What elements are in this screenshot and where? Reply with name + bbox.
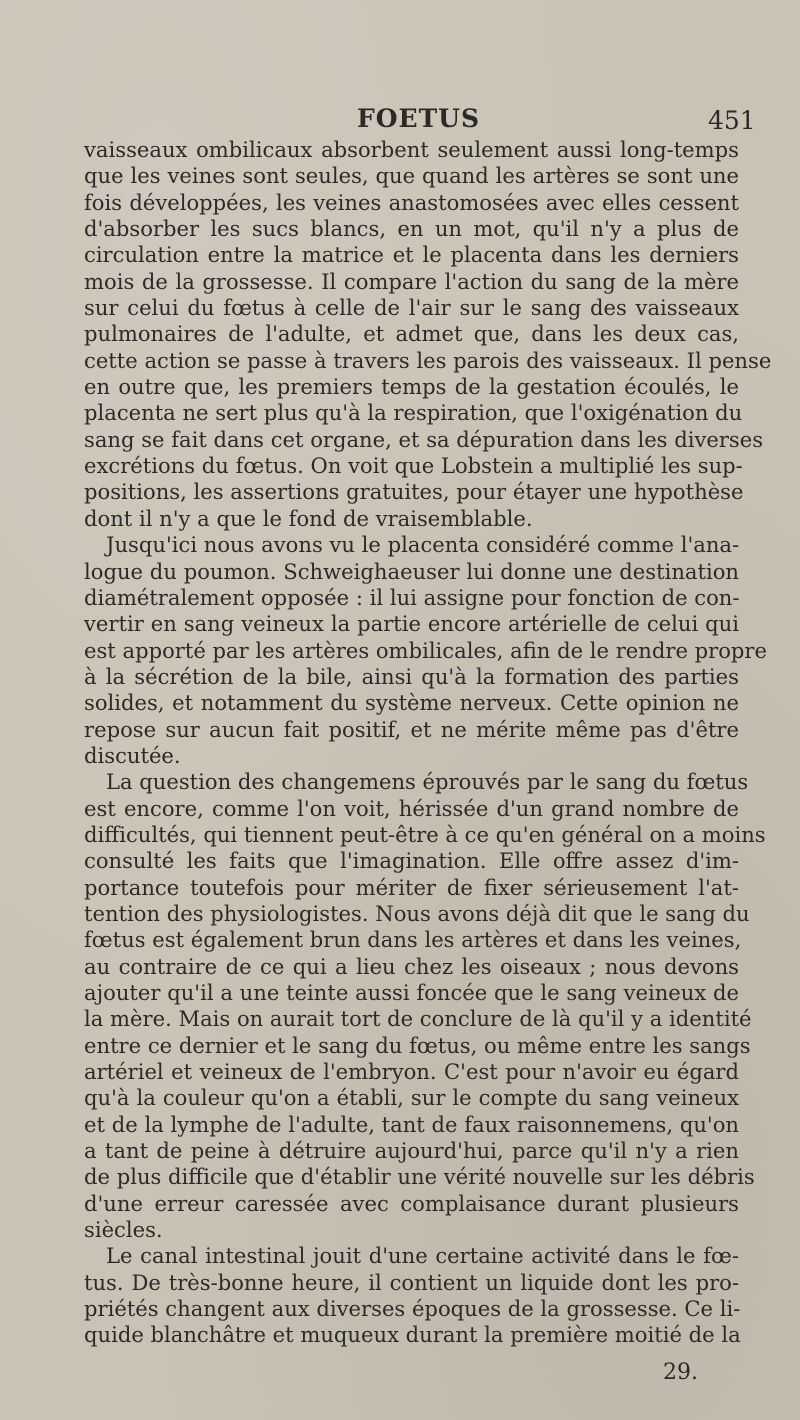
text-line: d'une erreur caressée avec complaisance durant plusieurs xyxy=(84,1190,739,1216)
paragraph xyxy=(84,532,768,769)
text-line: a tant de peine à détruire aujourd'hui, parce qu'il n'y a rien xyxy=(84,1138,739,1164)
paragraph xyxy=(84,1243,739,1348)
text-line: mois de la grossesse. Il compare l'action du sang de la mère xyxy=(84,268,739,294)
signature-mark: 29. xyxy=(663,1360,698,1385)
text-line: logue du poumon. Schweighaeuser lui donne une destination xyxy=(84,558,739,584)
text-line: tention des physiologistes. Nous avons déjà dit que le sang du xyxy=(84,900,750,926)
text-line: portance toutefois pour mériter de fixer sérieusement l'at- xyxy=(84,874,739,900)
text-line: est encore, comme l'on voit, hérissée d'un grand nombre de xyxy=(84,795,739,821)
text-line: excrétions du fœtus. On voit que Lobstein a multiplié les sup- xyxy=(84,453,743,479)
text-line: repose sur aucun fait positif, et ne mérite même pas d'être xyxy=(84,716,739,742)
paragraph xyxy=(84,137,772,532)
text-line: tus. De très-bonne heure, il contient un liquide dont les pro- xyxy=(84,1269,739,1295)
text-line: diamétralement opposée : il lui assigne pour fonction de con- xyxy=(84,584,740,610)
text-line: discutée. xyxy=(84,742,181,768)
text-line: sang se fait dans cet organe, et sa dépuration dans les diverses xyxy=(84,426,764,452)
text-line: et de la lymphe de l'adulte, tant de faux raisonnemens, qu'on xyxy=(84,1111,739,1137)
text-line: positions, les assertions gratuites, pour étayer une hypothèse xyxy=(84,479,744,505)
text-line: vertir en sang veineux la partie encore artérielle de celui qui xyxy=(84,611,739,637)
text-line: en outre que, les premiers temps de la gestation écoulés, le xyxy=(84,374,739,400)
text-line: Le canal intestinal jouit d'une certaine activité dans le fœ- xyxy=(106,1243,739,1269)
text-line: circulation entre la matrice et le placenta dans les derniers xyxy=(84,242,739,268)
body-text xyxy=(84,137,772,1349)
text-line: cette action se passe à travers les parois des vaisseaux. Il pense xyxy=(84,347,772,373)
text-line: consulté les faits que l'imagination. Elle offre assez d'im- xyxy=(84,848,739,874)
text-line: vaisseaux ombilicaux absorbent seulement aussi long-temps xyxy=(84,137,739,162)
page-number: 451 xyxy=(708,106,756,135)
text-line: priétés changent aux diverses époques de la grossesse. Ce li- xyxy=(84,1296,741,1322)
text-line: placenta ne sert plus qu'à la respiration, que l'oxigénation du xyxy=(84,400,743,426)
text-line: Jusqu'ici nous avons vu le placenta considéré comme l'ana- xyxy=(106,532,740,558)
text-line: entre ce dernier et le sang du fœtus, ou même entre les sangs xyxy=(84,1032,751,1058)
text-line: quide blanchâtre et muqueux durant la première moitié de la xyxy=(84,1322,741,1348)
text-line: fois développées, les veines anastomosées avec elles cessent xyxy=(84,189,739,215)
text-line: pulmonaires de l'adulte, et admet que, dans les deux cas, xyxy=(84,321,739,347)
text-line: que les veines sont seules, que quand les artères se sont une xyxy=(84,163,739,189)
text-line: ajouter qu'il a une teinte aussi foncée que le sang veineux de xyxy=(84,980,739,1005)
text-line: la mère. Mais on aurait tort de conclure de là qu'il y a identité xyxy=(84,1006,752,1032)
text-line: siècles. xyxy=(84,1217,163,1243)
text-line: dont il n'y a que le fond de vraisemblable. xyxy=(84,505,533,531)
text-line: La question des changemens éprouvés par le sang du fœtus xyxy=(106,769,749,795)
text-line: solides, et notamment du système nerveux. Cette opinion ne xyxy=(84,690,739,716)
text-line: d'absorber les sucs blancs, en un mot, qu'il n'y a plus de xyxy=(84,216,739,242)
text-line: est apporté par les artères ombilicales, afin de le rendre propre xyxy=(84,637,768,663)
paragraph xyxy=(84,769,766,1243)
text-line: fœtus est également brun dans les artères et dans les veines, xyxy=(84,927,742,953)
text-line: qu'à la couleur qu'on a établi, sur le compte du sang veineux xyxy=(84,1085,739,1111)
text-line: à la sécrétion de la bile, ainsi qu'à la formation des parties xyxy=(84,663,739,689)
running-title: FOETUS xyxy=(357,104,481,133)
text-line: de plus difficile que d'établir une vérité nouvelle sur les débris xyxy=(84,1164,755,1190)
text-line: artériel et veineux de l'embryon. C'est pour n'avoir eu égard xyxy=(84,1059,739,1085)
text-line: difficultés, qui tiennent peut-être à ce qu'en général on a moins xyxy=(84,821,766,847)
text-line: sur celui du fœtus à celle de l'air sur le sang des vaisseaux xyxy=(84,295,739,321)
text-line: au contraire de ce qui a lieu chez les oiseaux ; nous devons xyxy=(84,953,739,979)
